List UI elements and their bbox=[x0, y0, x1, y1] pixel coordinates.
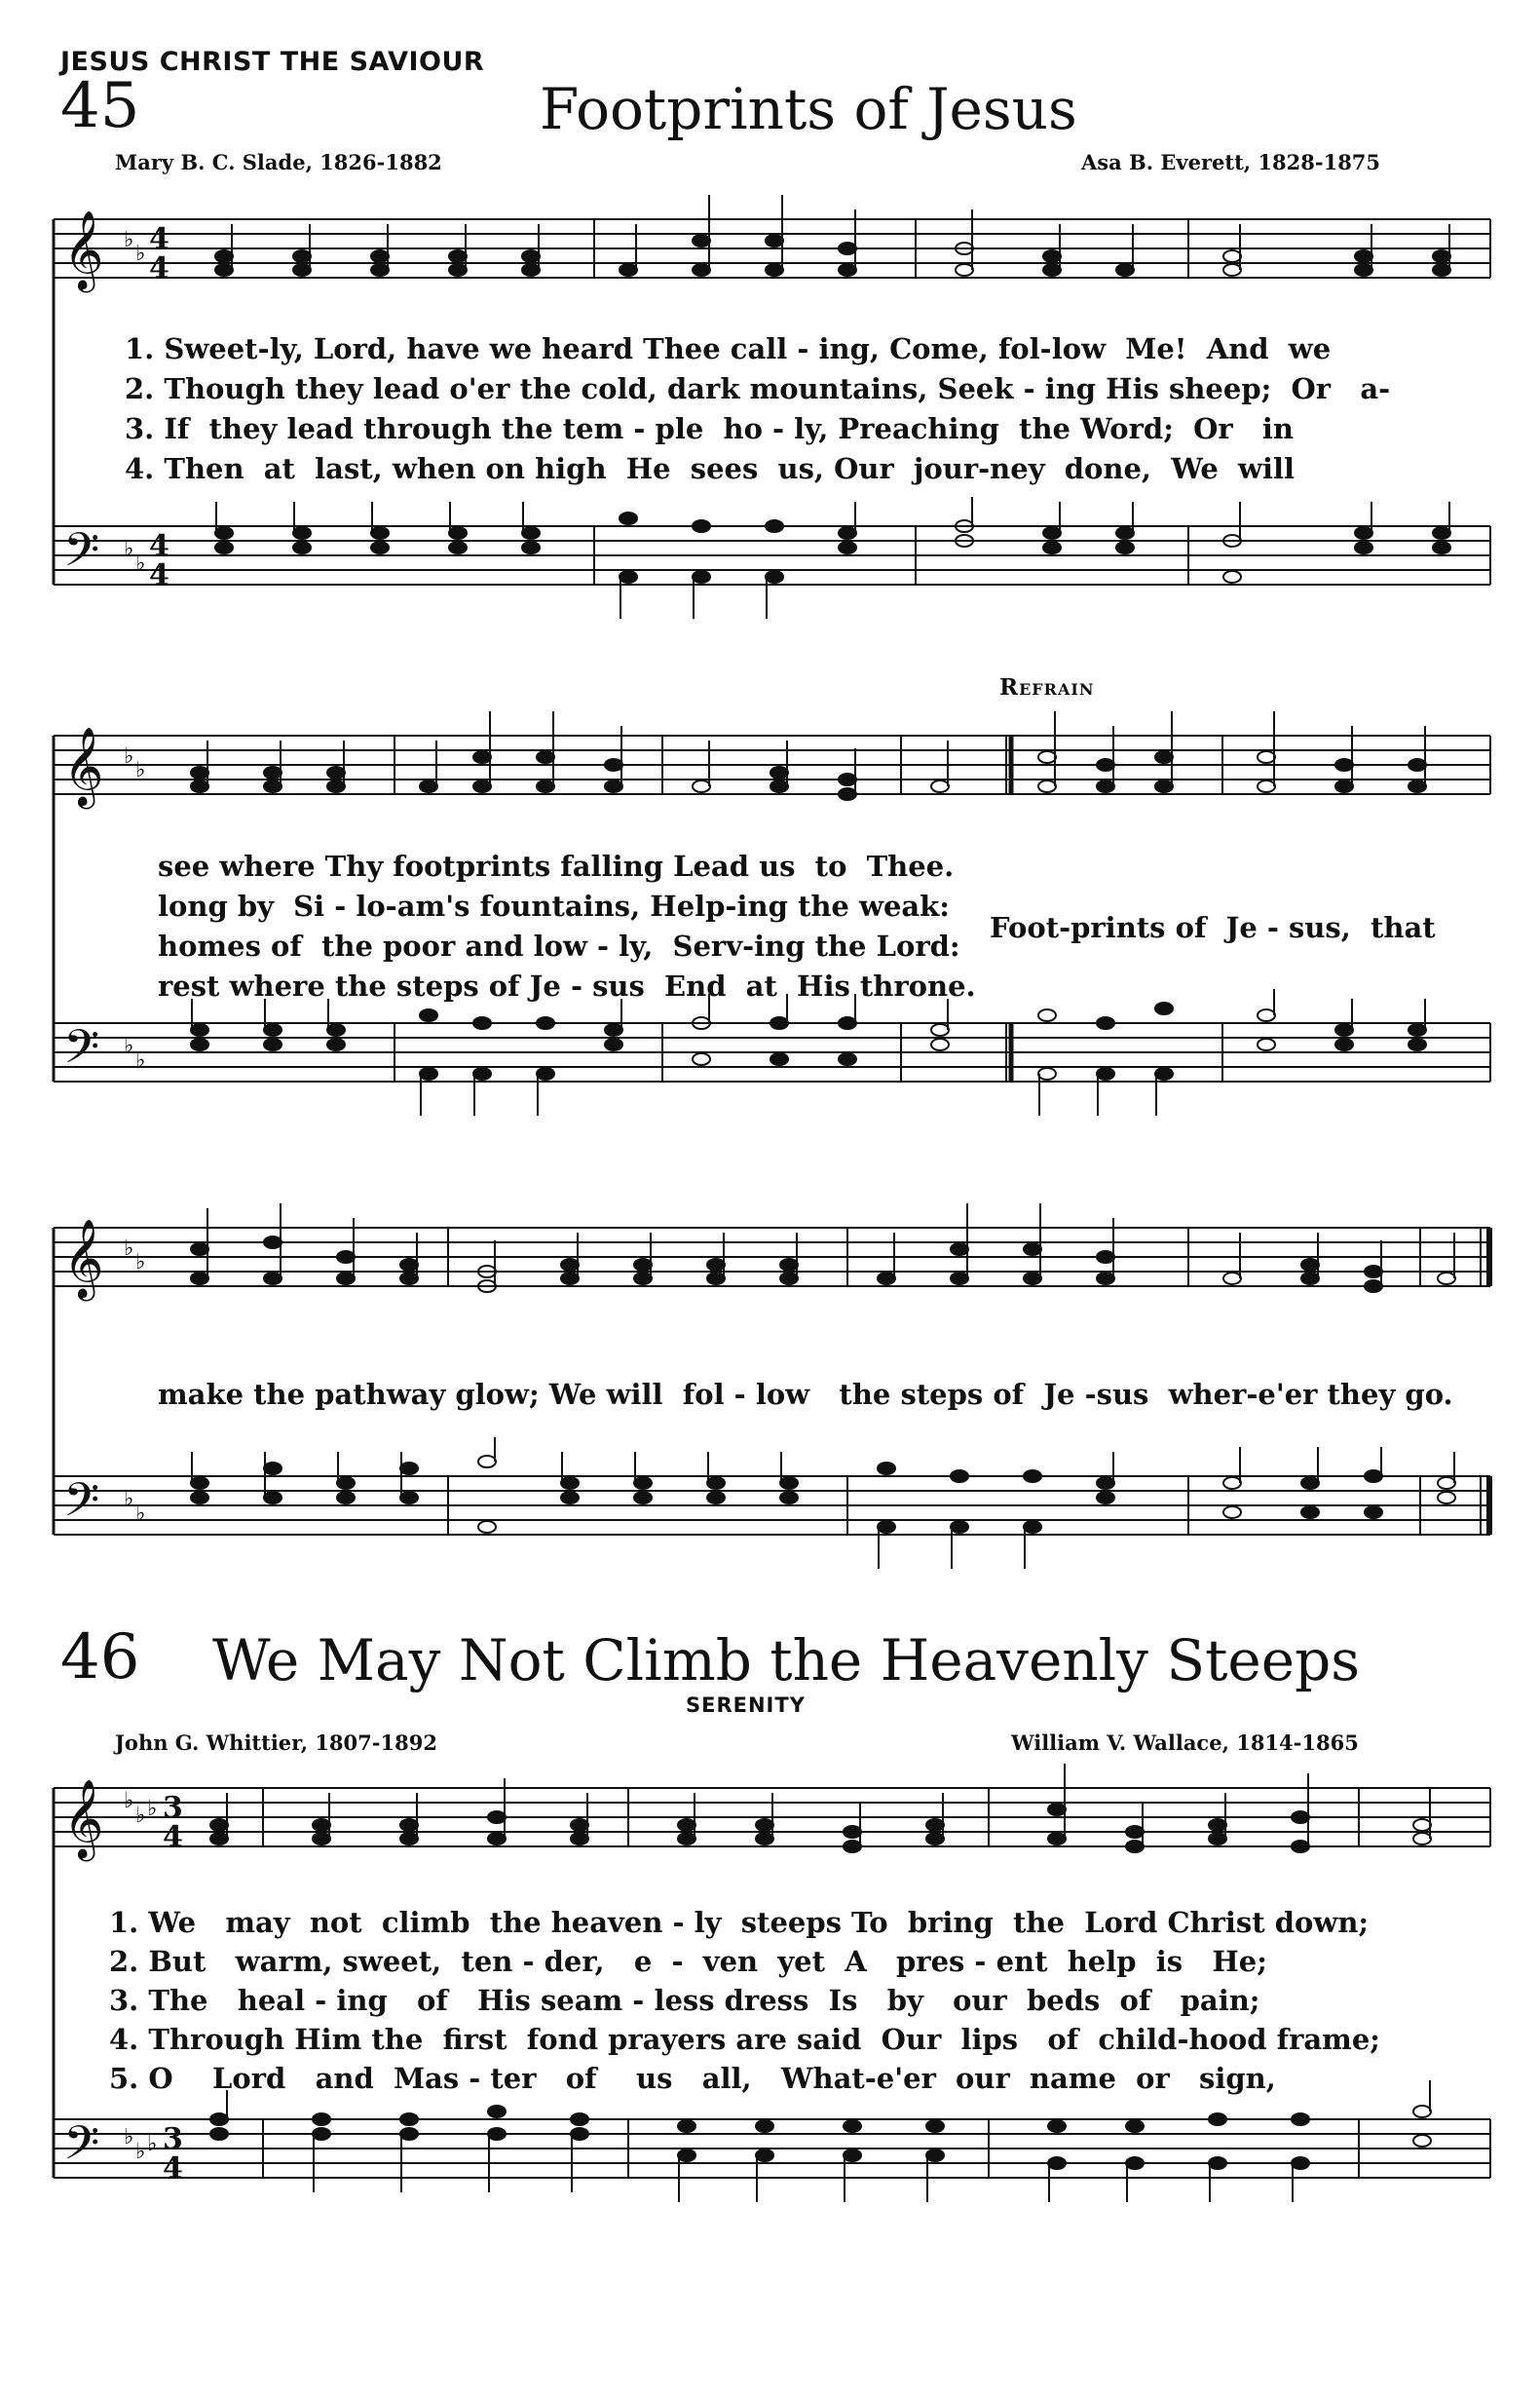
svg-text:♭: ♭ bbox=[135, 2140, 146, 2164]
svg-text:♭: ♭ bbox=[135, 1502, 146, 1526]
svg-text:♭: ♭ bbox=[124, 1487, 134, 1511]
hymn-45-music-credit: Asa B. Everett, 1828-1875 bbox=[1081, 150, 1381, 174]
verse-1-line: 1. We may not climb the heaven - ly steeps To bring the Lord Christ down; bbox=[109, 1906, 1370, 1939]
refrain-lyric-line-2: make the pathway glow; We will fol - low the steps of Je -sus wher-e'er they go. bbox=[158, 1378, 1453, 1411]
svg-text:♭: ♭ bbox=[124, 744, 134, 769]
svg-text:𝄞: 𝄞 bbox=[63, 209, 104, 289]
svg-text:♭: ♭ bbox=[135, 758, 146, 782]
hymn-45-verses-system-1 bbox=[125, 332, 1390, 492]
svg-text:4: 4 bbox=[149, 222, 169, 256]
svg-text:𝄞: 𝄞 bbox=[63, 726, 104, 806]
svg-text:♭: ♭ bbox=[124, 2125, 134, 2149]
svg-text:4: 4 bbox=[149, 529, 169, 563]
verse-3-line: homes of the poor and low - ly, Serv-ing the Lord: bbox=[158, 930, 960, 963]
verse-1-line: see where Thy footprints falling Lead us to Thee. bbox=[158, 850, 955, 883]
verse-2-line: 2. But warm, sweet, ten - der, e - ven yet A pres - ent help is He; bbox=[109, 1945, 1267, 1978]
svg-text:𝄢: 𝄢 bbox=[63, 2115, 100, 2182]
svg-text:𝄞: 𝄞 bbox=[63, 1778, 104, 1858]
svg-text:𝄢: 𝄢 bbox=[63, 522, 100, 589]
refrain-lyric-line-1: Foot-prints of Je - sus, that bbox=[990, 911, 1436, 944]
tune-name: SERENITY bbox=[686, 1693, 806, 1717]
svg-text:♭: ♭ bbox=[124, 228, 134, 252]
refrain-label: Refrain bbox=[999, 674, 1095, 701]
svg-text:♭: ♭ bbox=[124, 1236, 134, 1261]
svg-text:4: 4 bbox=[163, 1820, 183, 1854]
svg-text:♭: ♭ bbox=[124, 1034, 134, 1058]
svg-text:𝄢: 𝄢 bbox=[63, 1019, 100, 1085]
svg-text:♭: ♭ bbox=[135, 551, 146, 576]
svg-text:♭: ♭ bbox=[147, 1797, 158, 1821]
section-heading: JESUS CHRIST THE SAVIOUR bbox=[60, 47, 485, 77]
svg-text:♭: ♭ bbox=[135, 1048, 146, 1073]
hymn-46-number: 46 bbox=[60, 1621, 140, 1693]
hymn-45-verses-system-2 bbox=[158, 850, 976, 1009]
verse-2-line: long by Si - lo-am's fountains, Help-ing the weak: bbox=[158, 890, 950, 923]
svg-text:♭: ♭ bbox=[135, 1804, 146, 1828]
hymn-46-verses bbox=[109, 1906, 1380, 2101]
verse-4-line: rest where the steps of Je - sus End at His throne. bbox=[158, 970, 976, 1003]
hymn-45-title: Footprints of Jesus bbox=[540, 76, 1077, 142]
verse-5-line: 5. O Lord and Mas - ter of us all, What-e'er our name or sign, bbox=[109, 2062, 1276, 2095]
svg-text:4: 4 bbox=[149, 558, 169, 592]
svg-text:♭: ♭ bbox=[124, 1789, 134, 1813]
verse-3-line: 3. The heal - ing of His seam - less dress Is by our beds of pain; bbox=[109, 1984, 1260, 2017]
verse-1-line: 1. Sweet-ly, Lord, have we heard Thee call - ing, Come, fol-low Me! And we bbox=[125, 332, 1332, 365]
svg-text:♭: ♭ bbox=[135, 1250, 146, 1274]
hymn-46-words-credit: John G. Whittier, 1807-1892 bbox=[115, 1730, 437, 1755]
svg-text:4: 4 bbox=[149, 251, 169, 285]
hymn-46-music-credit: William V. Wallace, 1814-1865 bbox=[1011, 1730, 1359, 1755]
svg-text:𝄞: 𝄞 bbox=[63, 1218, 104, 1298]
verse-2-line: 2. Though they lead o'er the cold, dark mountains, Seek - ing His sheep; Or a- bbox=[125, 372, 1391, 405]
svg-text:𝄢: 𝄢 bbox=[63, 1472, 100, 1539]
verse-4-line: 4. Then at last, when on high He sees us, Our jour-ney done, We will bbox=[125, 452, 1296, 485]
verse-4-line: 4. Through Him the first fond prayers are said Our lips of child-hood frame; bbox=[109, 2023, 1381, 2056]
svg-text:♭: ♭ bbox=[124, 537, 134, 561]
hymn-45-words-credit: Mary B. C. Slade, 1826-1882 bbox=[115, 150, 442, 174]
svg-text:3: 3 bbox=[163, 2122, 183, 2156]
svg-text:♭: ♭ bbox=[135, 242, 146, 266]
svg-text:♭: ♭ bbox=[147, 2132, 158, 2156]
verse-3-line: 3. If they lead through the tem - ple ho - ly, Preaching the Word; Or in bbox=[125, 412, 1295, 445]
svg-text:4: 4 bbox=[163, 2151, 183, 2186]
svg-text:3: 3 bbox=[163, 1791, 183, 1825]
hymn-45-number: 45 bbox=[60, 70, 140, 142]
hymn-46-title: We May Not Climb the Heavenly Steeps bbox=[212, 1627, 1360, 1693]
